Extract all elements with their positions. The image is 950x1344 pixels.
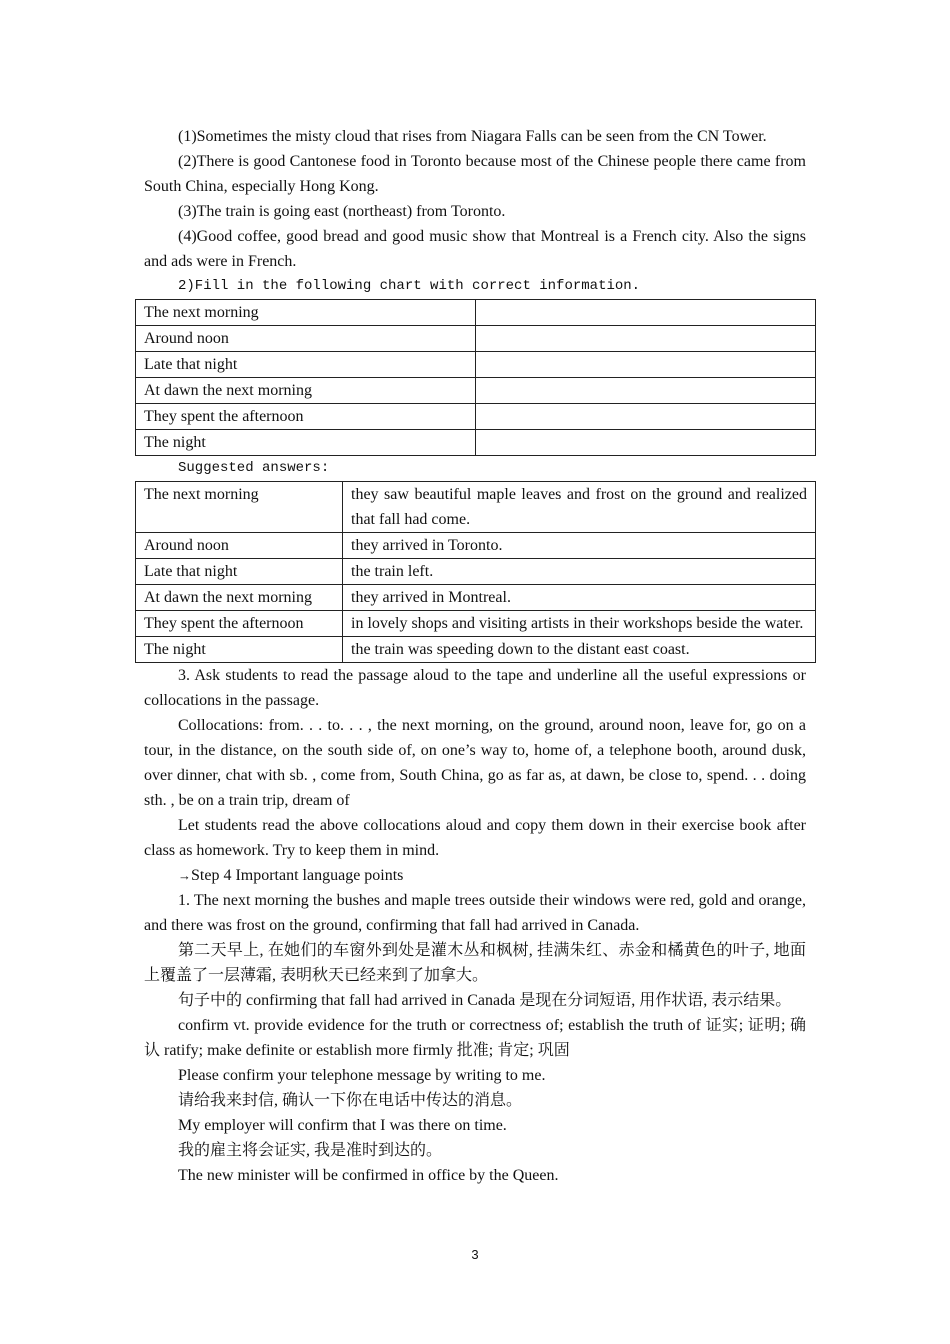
empty-chart-table bbox=[135, 299, 816, 456]
chart-instruction: 2)Fill in the following chart with correct information. bbox=[178, 278, 641, 294]
table-cell: They spent the afternoon bbox=[136, 404, 476, 430]
fact-3: (3)The train is going east (northeast) from Toronto. bbox=[178, 203, 506, 220]
example-translation: 请给我来封信, 确认一下你在电话中传达的消息。 bbox=[178, 1092, 523, 1109]
table-cell: the train was speeding down to the distant east coast. bbox=[343, 637, 816, 663]
table-cell: The night bbox=[136, 430, 476, 456]
table-cell: Late that night bbox=[136, 352, 476, 378]
table-cell: The next morning bbox=[136, 300, 476, 326]
arrow-icon: → bbox=[178, 868, 191, 883]
step3-paragraph: 3. Ask students to read the passage aloud to the tape and underline all the useful expressions or collocations in the passage. bbox=[144, 667, 806, 709]
page-number: 3 bbox=[471, 1247, 479, 1262]
answer-chart-table bbox=[135, 481, 816, 663]
table-cell: At dawn the next morning bbox=[136, 378, 476, 404]
suggested-answers-label: Suggested answers: bbox=[178, 460, 330, 476]
table-row bbox=[136, 611, 816, 637]
table-cell: They spent the afternoon bbox=[136, 611, 343, 637]
table-row bbox=[136, 482, 816, 533]
document-body bbox=[144, 124, 806, 1188]
table-cell: they arrived in Toronto. bbox=[343, 533, 816, 559]
table-cell: The next morning bbox=[136, 482, 343, 533]
example-sentence: My employer will confirm that I was there on time. bbox=[178, 1117, 507, 1134]
step4-title: Step 4 Important language points bbox=[191, 867, 404, 884]
table-row bbox=[136, 326, 816, 352]
table-cell bbox=[476, 300, 816, 326]
table-cell bbox=[476, 352, 816, 378]
table-cell: in lovely shops and visiting artists in their workshops beside the water. bbox=[343, 611, 816, 637]
table-cell: they saw beautiful maple leaves and frost on the ground and realized that fall had come. bbox=[343, 482, 816, 533]
table-row bbox=[136, 430, 816, 456]
table-cell: Around noon bbox=[136, 326, 476, 352]
table-cell: they arrived in Montreal. bbox=[343, 585, 816, 611]
grammar-note: 句子中的 confirming that fall had arrived in Canada 是现在分词短语, 用作状语, 表示结果。 bbox=[178, 992, 792, 1009]
table-cell: The night bbox=[136, 637, 343, 663]
table-cell bbox=[476, 326, 816, 352]
table-cell bbox=[476, 378, 816, 404]
fact-4: (4)Good coffee, good bread and good music show that Montreal is a French city. Also the signs and ads were in French. bbox=[144, 228, 806, 270]
table-cell bbox=[476, 404, 816, 430]
table-row bbox=[136, 637, 816, 663]
fact-2: (2)There is good Cantonese food in Toronto because most of the Chinese people there came from South China, especially Hong Kong. bbox=[144, 153, 806, 195]
table-cell: Late that night bbox=[136, 559, 343, 585]
example-translation: 我的雇主将会证实, 我是准时到达的。 bbox=[178, 1142, 443, 1159]
collocations-paragraph: Collocations: from. . . to. . . , the next morning, on the ground, around noon, leave for, go on a tour, in the distance, on the south side of, on one’s way to, home of, a telephone booth, around dusk, over dinner, chat with sb. , come from, South China, go as far as, at dawn, be close to, spend. . . doing sth. , be on a train trip, dream of bbox=[144, 717, 806, 809]
table-row bbox=[136, 352, 816, 378]
homework-paragraph: Let students read the above collocations aloud and copy them down in their exercise book after class as homework. Try to keep them in mind. bbox=[144, 817, 806, 859]
language-point-1: 1. The next morning the bushes and maple trees outside their windows were red, gold and orange, and there was frost on the ground, confirming that fall had arrived in Canada. bbox=[144, 892, 806, 934]
table-cell: Around noon bbox=[136, 533, 343, 559]
example-sentence: Please confirm your telephone message by writing to me. bbox=[178, 1067, 546, 1084]
table-row bbox=[136, 378, 816, 404]
table-cell: the train left. bbox=[343, 559, 816, 585]
table-row bbox=[136, 404, 816, 430]
table-cell: At dawn the next morning bbox=[136, 585, 343, 611]
fact-1: (1)Sometimes the misty cloud that rises from Niagara Falls can be seen from the CN Tower. bbox=[178, 128, 767, 145]
table-row bbox=[136, 300, 816, 326]
example-sentence: The new minister will be confirmed in office by the Queen. bbox=[178, 1167, 559, 1184]
table-row bbox=[136, 585, 816, 611]
table-row bbox=[136, 559, 816, 585]
language-point-1-translation: 第二天早上, 在她们的车窗外到处是灌木丛和枫树, 挂满朱红、赤金和橘黄色的叶子, 地面上覆盖了一层薄霜, 表明秋天已经来到了加拿大。 bbox=[144, 942, 806, 984]
table-row bbox=[136, 533, 816, 559]
step4-heading bbox=[144, 863, 806, 888]
table-cell bbox=[476, 430, 816, 456]
confirm-definition: confirm vt. provide evidence for the truth or correctness of; establish the truth of 证实; 证明; 确认 ratify; make definite or establish more firmly 批准; 肯定; 巩固 bbox=[144, 1017, 806, 1059]
